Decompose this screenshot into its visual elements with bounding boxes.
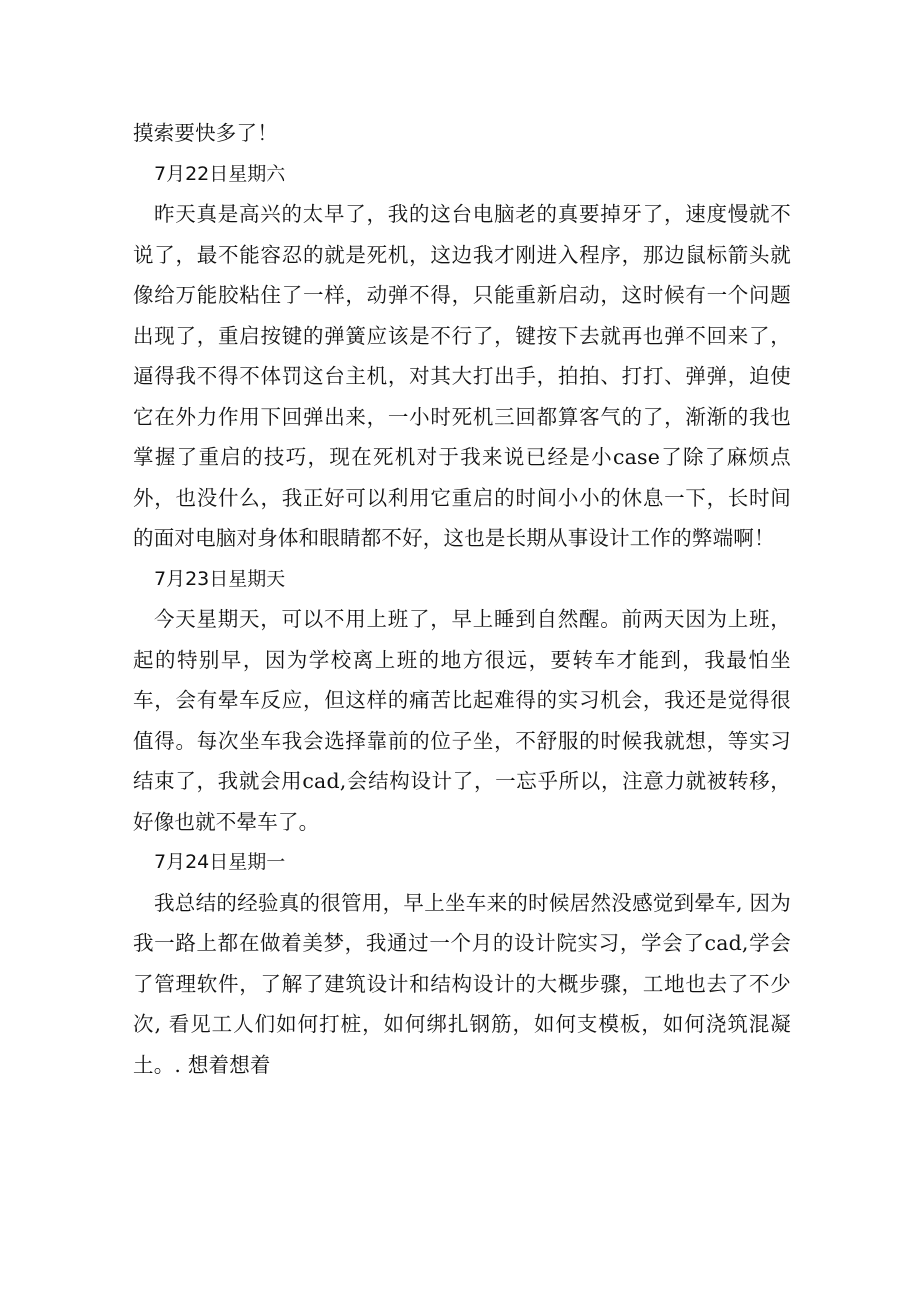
paragraph-0723: 今天星期天，可以不用上班了，早上睡到自然醒。前两天因为上班，起的特别早，因为学校离上班的地方很远，要转车才能到，我最怕坐车，会有晕车反应，但这样的痛苦比起难得的实习机会，我还是觉得很值得。每次坐车我会选择靠前的位子坐，不舒服的时候我就想，等实习结束了，我就会用cad,会结构设计了，一忘乎所以，注意力就被转移，好像也就不晕车了。 — [133, 607, 791, 834]
paragraph-continuation: 摸索要快多了！ — [133, 121, 278, 145]
diary-date-0723: 7月23日星期天 — [154, 567, 286, 590]
diary-date-0722: 7月22日星期六 — [154, 162, 286, 185]
document-body — [133, 113, 791, 1085]
diary-date-0724: 7月24日星期一 — [154, 851, 286, 873]
paragraph-0722: 昨天真是高兴的太早了，我的这台电脑老的真要掉牙了，速度慢就不说了，最不能容忍的就是死机，这边我才刚进入程序，那边鼠标箭头就像给万能胶粘住了一样，动弹不得，只能重新启动，这时候有一个问题出现了，重启按键的弹簧应该是不行了，键按下去就再也弹不回来了，逼得我不得不体罚这台主机，对其大打出手，拍拍、打打、弹弹，迫使它在外力作用下回弹出来，一小时死机三回都算客气的了，渐渐的我也掌握了重启的技巧，现在死机对于我来说已经是小case了除了麻烦点外，也没什么，我正好可以利用它重启的时间小小的休息一下，长时间的面对电脑对身体和眼睛都不好，这也是长期从事设计工作的弊端啊！ — [133, 202, 791, 550]
paragraph-0724: 我总结的经验真的很管用，早上坐车来的时候居然没感觉到晕车, 因为我一路上都在做着美梦，我通过一个月的设计院实习，学会了cad,学会了管理软件，了解了建筑设计和结构设计的大概步骤，工地也去了不少次, 看见工人们如何打桩，如何绑扎钢筋，如何支模板，如何浇筑混凝土。. 想着想着 — [133, 890, 791, 1077]
